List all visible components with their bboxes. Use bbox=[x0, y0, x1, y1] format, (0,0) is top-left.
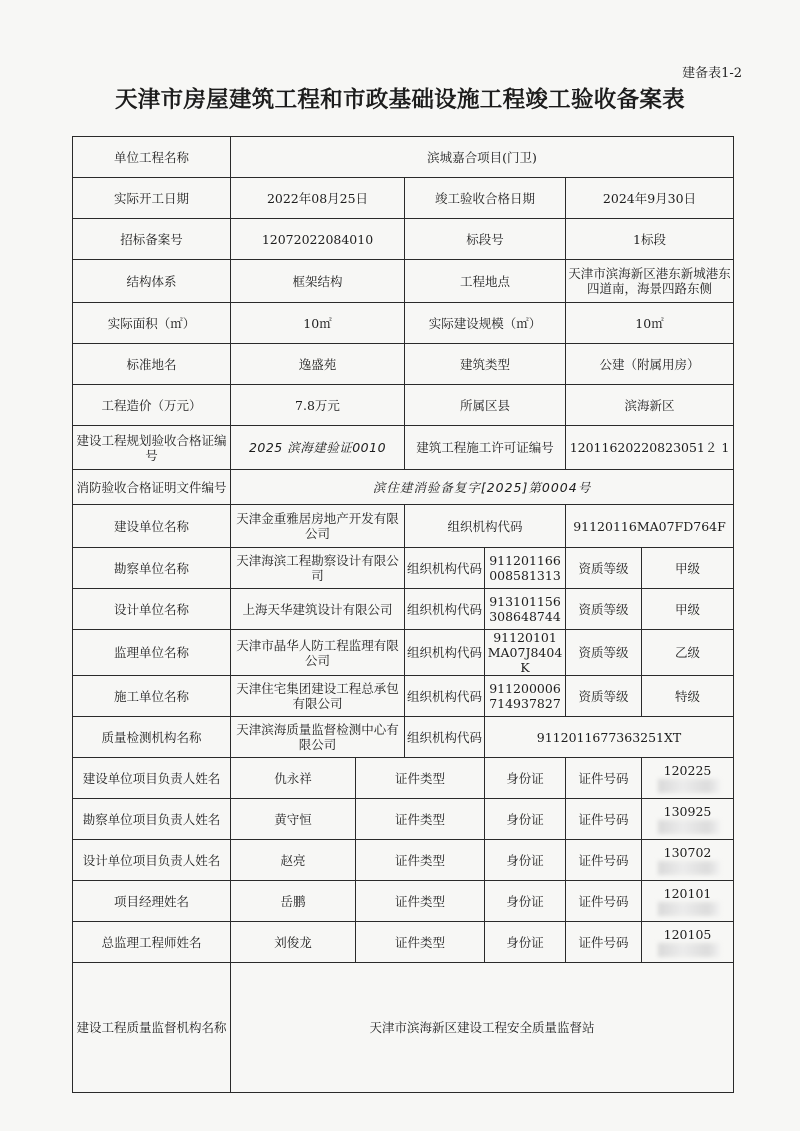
survey-qual-label: 资质等级 bbox=[566, 548, 642, 589]
builder-value: 天津金重雅居房地产开发有限公司 bbox=[231, 505, 405, 548]
supervise-qual-label: 资质等级 bbox=[566, 630, 642, 676]
construct-qual-label: 资质等级 bbox=[566, 676, 642, 717]
permit-value: 12011620220823051２ 1 bbox=[566, 426, 734, 470]
construct-code-value: 911200006714937827 bbox=[485, 676, 566, 717]
row-builder bbox=[73, 505, 734, 548]
start-date-value: 2022年08月25日 bbox=[231, 178, 405, 219]
survey-value: 天津海滨工程勘察设计有限公司 bbox=[231, 548, 405, 589]
form-code: 建备表1-2 bbox=[682, 66, 742, 81]
bid-no-value: 12072022084010 bbox=[231, 219, 405, 260]
id-type-label: 证件类型 bbox=[356, 758, 485, 799]
id-no-cell bbox=[642, 799, 734, 840]
row-supervise bbox=[73, 630, 734, 676]
fire-cert-handwritten: 滨住建消验备复字[2025]第0004号 bbox=[231, 470, 734, 505]
design-code-label: 组织机构代码 bbox=[405, 589, 485, 630]
supervise-code-label: 组织机构代码 bbox=[405, 630, 485, 676]
redacted-blur bbox=[658, 779, 720, 793]
plan-cert-handwritten: 2025 滨海建验证0010 bbox=[231, 426, 405, 470]
district-label: 所属区县 bbox=[405, 385, 566, 426]
person-role-label: 设计单位项目负责人姓名 bbox=[73, 840, 231, 881]
person-row bbox=[73, 840, 734, 881]
row-survey bbox=[73, 548, 734, 589]
scale-label: 实际建设规模（㎡） bbox=[405, 303, 566, 344]
person-role-label: 总监理工程师姓名 bbox=[73, 922, 231, 963]
id-no-label: 证件号码 bbox=[566, 799, 642, 840]
row-structure bbox=[73, 260, 734, 303]
builder-code-value: 91120116MA07FD764F bbox=[566, 505, 734, 548]
row-project-name bbox=[73, 137, 734, 178]
design-qual-value: 甲级 bbox=[642, 589, 734, 630]
row-supervision-agency bbox=[73, 963, 734, 1093]
supervision-agency-label: 建设工程质量监督机构名称 bbox=[73, 963, 231, 1093]
person-row bbox=[73, 758, 734, 799]
redacted-blur bbox=[658, 943, 720, 957]
project-name-value: 滨城嘉合项目(门卫) bbox=[231, 137, 734, 178]
row-fire-cert bbox=[73, 470, 734, 505]
cost-value: 7.8万元 bbox=[231, 385, 405, 426]
id-type-label: 证件类型 bbox=[356, 922, 485, 963]
id-no-label: 证件号码 bbox=[566, 922, 642, 963]
id-no-label: 证件号码 bbox=[566, 758, 642, 799]
supervise-value: 天津市晶华人防工程监理有限公司 bbox=[231, 630, 405, 676]
design-value: 上海天华建筑设计有限公司 bbox=[231, 589, 405, 630]
permit-label: 建筑工程施工许可证编号 bbox=[405, 426, 566, 470]
person-role-label: 建设单位项目负责人姓名 bbox=[73, 758, 231, 799]
project-name-label: 单位工程名称 bbox=[73, 137, 231, 178]
person-name: 赵亮 bbox=[231, 840, 356, 881]
id-no-cell bbox=[642, 758, 734, 799]
person-name: 刘俊龙 bbox=[231, 922, 356, 963]
structure-value: 框架结构 bbox=[231, 260, 405, 303]
builder-label: 建设单位名称 bbox=[73, 505, 231, 548]
design-qual-label: 资质等级 bbox=[566, 589, 642, 630]
id-type-value: 身份证 bbox=[485, 758, 566, 799]
redacted-blur bbox=[658, 861, 720, 875]
id-no-visible: 120101 bbox=[663, 885, 712, 901]
construct-code-label: 组织机构代码 bbox=[405, 676, 485, 717]
survey-qual-value: 甲级 bbox=[642, 548, 734, 589]
id-type-value: 身份证 bbox=[485, 799, 566, 840]
row-place bbox=[73, 344, 734, 385]
row-testing bbox=[73, 717, 734, 758]
id-type-label: 证件类型 bbox=[356, 840, 485, 881]
start-date-label: 实际开工日期 bbox=[73, 178, 231, 219]
builder-code-label: 组织机构代码 bbox=[405, 505, 566, 548]
row-bid bbox=[73, 219, 734, 260]
location-label: 工程地点 bbox=[405, 260, 566, 303]
id-no-label: 证件号码 bbox=[566, 840, 642, 881]
cost-label: 工程造价（万元） bbox=[73, 385, 231, 426]
row-area bbox=[73, 303, 734, 344]
testing-code-label: 组织机构代码 bbox=[405, 717, 485, 758]
id-type-value: 身份证 bbox=[485, 840, 566, 881]
person-name: 黄守恒 bbox=[231, 799, 356, 840]
accept-date-value: 2024年9月30日 bbox=[566, 178, 734, 219]
person-row bbox=[73, 922, 734, 963]
plan-cert-label: 建设工程规划验收合格证编号 bbox=[73, 426, 231, 470]
section-label: 标段号 bbox=[405, 219, 566, 260]
person-row bbox=[73, 881, 734, 922]
design-code-value: 913101156308648744 bbox=[485, 589, 566, 630]
place-label: 标准地名 bbox=[73, 344, 231, 385]
id-type-value: 身份证 bbox=[485, 881, 566, 922]
accept-date-label: 竣工验收合格日期 bbox=[405, 178, 566, 219]
construct-label: 施工单位名称 bbox=[73, 676, 231, 717]
area-value: 10㎡ bbox=[231, 303, 405, 344]
document-title: 天津市房屋建筑工程和市政基础设施工程竣工验收备案表 bbox=[114, 87, 685, 113]
supervise-label: 监理单位名称 bbox=[73, 630, 231, 676]
testing-value: 天津滨海质量监督检测中心有限公司 bbox=[231, 717, 405, 758]
building-type-value: 公建（附属用房） bbox=[566, 344, 734, 385]
person-name: 岳鹏 bbox=[231, 881, 356, 922]
supervise-qual-value: 乙级 bbox=[642, 630, 734, 676]
row-dates bbox=[73, 178, 734, 219]
id-no-cell bbox=[642, 840, 734, 881]
filing-form-table bbox=[72, 136, 734, 1093]
id-type-label: 证件类型 bbox=[356, 881, 485, 922]
survey-label: 勘察单位名称 bbox=[73, 548, 231, 589]
district-value: 滨海新区 bbox=[566, 385, 734, 426]
survey-code-value: 911201166008581313 bbox=[485, 548, 566, 589]
person-name: 仇永祥 bbox=[231, 758, 356, 799]
survey-code-label: 组织机构代码 bbox=[405, 548, 485, 589]
testing-code-value: 9112011677363251XT bbox=[485, 717, 734, 758]
testing-label: 质量检测机构名称 bbox=[73, 717, 231, 758]
row-design bbox=[73, 589, 734, 630]
scale-value: 10㎡ bbox=[566, 303, 734, 344]
building-type-label: 建筑类型 bbox=[405, 344, 566, 385]
design-label: 设计单位名称 bbox=[73, 589, 231, 630]
supervise-code-value: 91120101MA07J8404K bbox=[485, 630, 566, 676]
id-no-visible: 130702 bbox=[663, 844, 712, 860]
id-no-visible: 120225 bbox=[663, 762, 712, 778]
section-value: 1标段 bbox=[566, 219, 734, 260]
redacted-blur bbox=[658, 902, 720, 916]
place-value: 逸盛苑 bbox=[231, 344, 405, 385]
redacted-blur bbox=[658, 820, 720, 834]
structure-label: 结构体系 bbox=[73, 260, 231, 303]
id-no-label: 证件号码 bbox=[566, 881, 642, 922]
person-row bbox=[73, 799, 734, 840]
construct-qual-value: 特级 bbox=[642, 676, 734, 717]
id-type-label: 证件类型 bbox=[356, 799, 485, 840]
id-type-value: 身份证 bbox=[485, 922, 566, 963]
row-construct bbox=[73, 676, 734, 717]
person-role-label: 勘察单位项目负责人姓名 bbox=[73, 799, 231, 840]
id-no-cell bbox=[642, 922, 734, 963]
supervision-agency-value: 天津市滨海新区建设工程安全质量监督站 bbox=[231, 963, 734, 1093]
location-value: 天津市滨海新区港东新城港东四道南，海景四路东侧 bbox=[566, 260, 734, 303]
person-role-label: 项目经理姓名 bbox=[73, 881, 231, 922]
bid-no-label: 招标备案号 bbox=[73, 219, 231, 260]
row-cost bbox=[73, 385, 734, 426]
construct-value: 天津住宅集团建设工程总承包有限公司 bbox=[231, 676, 405, 717]
area-label: 实际面积（㎡） bbox=[73, 303, 231, 344]
id-no-visible: 130925 bbox=[663, 803, 712, 819]
id-no-cell bbox=[642, 881, 734, 922]
id-no-visible: 120105 bbox=[663, 926, 712, 942]
row-plan-cert bbox=[73, 426, 734, 470]
fire-cert-label: 消防验收合格证明文件编号 bbox=[73, 470, 231, 505]
